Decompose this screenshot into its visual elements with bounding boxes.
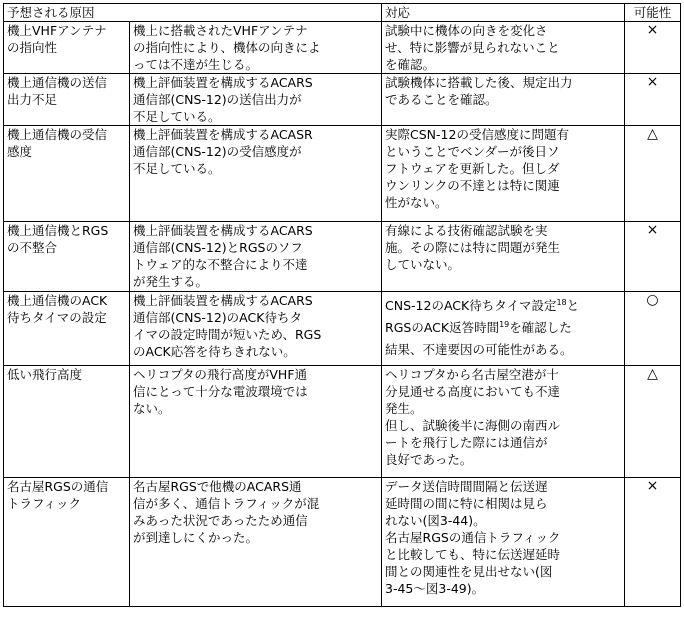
cause-name-line: の指向性: [7, 40, 58, 55]
cause-name-cell: [4, 22, 130, 74]
action-text: RGSのACK返答時間: [385, 320, 500, 335]
cause-desc-cell: [130, 222, 382, 292]
possibility-mark: △: [647, 366, 658, 382]
action-line: [385, 317, 621, 339]
header-cause: 予想される原因: [4, 4, 382, 22]
cause-desc-line: が発生する。: [133, 274, 209, 289]
header-action: 対応: [382, 4, 625, 22]
action-line: 性がない。: [385, 195, 448, 210]
cause-name-cell: [4, 478, 130, 607]
possibility-cell: [625, 292, 681, 366]
cause-name-line: の不整合: [7, 240, 58, 255]
action-line: [385, 295, 621, 317]
cause-name-cell: [4, 74, 130, 126]
action-line: ヘリコプタから名古屋空港が十: [385, 367, 559, 382]
cause-desc-line: イマの設定時間が短いため、RGS: [133, 327, 322, 342]
cause-desc-cell: [130, 478, 382, 607]
action-line: 実際CSN-12の受信感度に問題有: [385, 127, 569, 142]
cause-name-line: 低い飛行高度: [7, 367, 83, 382]
action-cell: [382, 292, 625, 366]
cause-desc-line: のACK応答を待ちきれない。: [133, 344, 296, 359]
cause-desc-line: 機上評価装置を構成するACARS: [133, 223, 313, 238]
action-line: 発生。: [385, 401, 423, 416]
cause-name-line: 機上通信機とRGS: [7, 223, 109, 238]
action-line: であることを確認。: [385, 92, 498, 107]
cause-desc-cell: [130, 126, 382, 222]
cause-desc-cell: [130, 292, 382, 366]
action-line: していない。: [385, 257, 461, 272]
cause-desc-line: 通信部(CNS-12)とRGSのソフ: [133, 240, 303, 255]
cause-desc-line: ない。: [133, 401, 171, 416]
action-text: CNS-12のACK待ちタイマ設定: [385, 298, 557, 313]
cause-desc-line: 通信部(CNS-12)の受信感度が: [133, 144, 302, 159]
action-line: 試験機体に搭載した後、規定出力: [385, 75, 573, 90]
table-row: [4, 126, 681, 222]
footnote-ref: 18: [556, 298, 567, 307]
cause-name-line: 名古屋RGSの通信: [7, 479, 109, 494]
cause-name-cell: [4, 126, 130, 222]
possibility-mark: ×: [646, 222, 659, 238]
action-line: ウンリンクの不達とは特に関連: [385, 178, 560, 193]
cause-name-line: 待ちタイマの設定: [7, 310, 107, 325]
cause-name-line: 機上VHFアンテナ: [7, 23, 107, 38]
cause-desc-line: 通信部(CNS-12)の送信出力が: [133, 92, 302, 107]
possibility-cell: [625, 366, 681, 478]
cause-name-line: 機上通信機の送信: [7, 75, 108, 90]
table-row: [4, 478, 681, 607]
action-line: 良好であった。: [385, 452, 473, 467]
action-cell: [382, 222, 625, 292]
cause-desc-line: 信にとって十分な電波環境では: [133, 384, 308, 399]
cause-desc-line: トウェア的な不整合により不達: [133, 257, 308, 272]
cause-name-line: 出力不足: [7, 92, 58, 107]
action-line: ートを飛行した際には通信が: [385, 435, 548, 450]
possibility-mark: ×: [646, 74, 659, 90]
action-line: 名古屋RGSの通信トラフィック: [385, 530, 561, 545]
cause-desc-cell: [130, 22, 382, 74]
cause-name-line: 機上通信機の受信: [7, 127, 108, 142]
header-possibility: 可能性: [625, 4, 681, 22]
cause-desc-cell: [130, 74, 382, 126]
possibility-cell: [625, 22, 681, 74]
cause-desc-line: 通信部(CNS-12)のACK待ちタ: [133, 310, 302, 325]
action-text: と: [566, 298, 580, 313]
cause-name-line: 感度: [7, 144, 33, 159]
action-cell: [382, 478, 625, 607]
possibility-cell: [625, 74, 681, 126]
possibility-cell: [625, 126, 681, 222]
cause-desc-line: 名古屋RGSで他機のACARS通: [133, 479, 302, 494]
table-row: [4, 366, 681, 478]
cause-desc-line: 機上に搭載されたVHFアンテナ: [133, 23, 308, 38]
cause-name-line: トラフィック: [7, 496, 82, 511]
action-line: 但し、試験後半に海側の南西ル: [385, 418, 561, 433]
action-cell: [382, 126, 625, 222]
cause-name-cell: [4, 222, 130, 292]
cause-desc-line: 機上評価装置を構成するACASR: [133, 127, 313, 142]
cause-name-line: 機上通信機のACK: [7, 293, 108, 308]
possibility-cell: [625, 222, 681, 292]
cause-desc-line: 信が多く、通信トラフィックが混: [133, 496, 320, 511]
action-line: 有線による技術確認試験を実: [385, 223, 548, 238]
table-row: [4, 292, 681, 366]
action-line: 施。その際には特に問題が発生: [385, 240, 561, 255]
action-line: 結果、不達要因の可能性がある。: [385, 342, 573, 357]
possibility-mark: ○: [646, 292, 659, 308]
table-row: [4, 74, 681, 126]
action-line: れない(図3-44)。: [385, 513, 486, 528]
cause-desc-line: の指向性により、機体の向きによ: [133, 40, 321, 55]
action-line: フトウェアを更新した。但しダ: [385, 161, 560, 176]
table-row: [4, 222, 681, 292]
action-line: 試験中に機体の向きを変化さ: [385, 23, 548, 38]
cause-name-cell: [4, 292, 130, 366]
cause-table: [3, 3, 681, 607]
cause-desc-line: っては不達が生じる。: [133, 57, 259, 72]
cause-desc-line: 不足している。: [133, 109, 221, 124]
action-line: を確認。: [385, 57, 436, 72]
cause-desc-line: 機上評価装置を構成するACARS: [133, 293, 313, 308]
possibility-mark: ×: [646, 22, 659, 38]
footnote-ref: 19: [499, 320, 510, 329]
header-row: [4, 4, 681, 22]
action-line: データ送信時間間隔と伝送遅: [385, 479, 548, 494]
table-row: [4, 22, 681, 74]
action-line: と比較しても、特に伝送遅延時: [385, 547, 561, 562]
cause-desc-cell: [130, 366, 382, 478]
action-line: 延時間の間に特に相関は見ら: [385, 496, 548, 511]
cause-desc-line: が到達しにくかった。: [133, 530, 259, 545]
possibility-mark: ×: [646, 478, 659, 494]
action-cell: [382, 74, 625, 126]
cause-desc-line: みあった状況であったため通信: [133, 513, 308, 528]
cause-desc-line: ヘリコプタの飛行高度がVHF通: [133, 367, 308, 382]
cause-desc-line: 不足している。: [133, 161, 221, 176]
cause-name-cell: [4, 366, 130, 478]
action-line: 間との関連性を見出せない(図: [385, 564, 553, 579]
action-text: を確認した: [509, 320, 572, 335]
possibility-cell: [625, 478, 681, 607]
action-line: 3-45～図3-49)。: [385, 581, 485, 596]
possibility-mark: △: [647, 126, 658, 142]
action-cell: [382, 22, 625, 74]
cause-desc-line: 機上評価装置を構成するACARS: [133, 75, 313, 90]
action-line: せ、特に影響が見られないこと: [385, 40, 560, 55]
action-cell: [382, 366, 625, 478]
action-line: 分見通せる高度においても不達: [385, 384, 561, 399]
action-line: ということでベンダーが後日ソ: [385, 144, 560, 159]
